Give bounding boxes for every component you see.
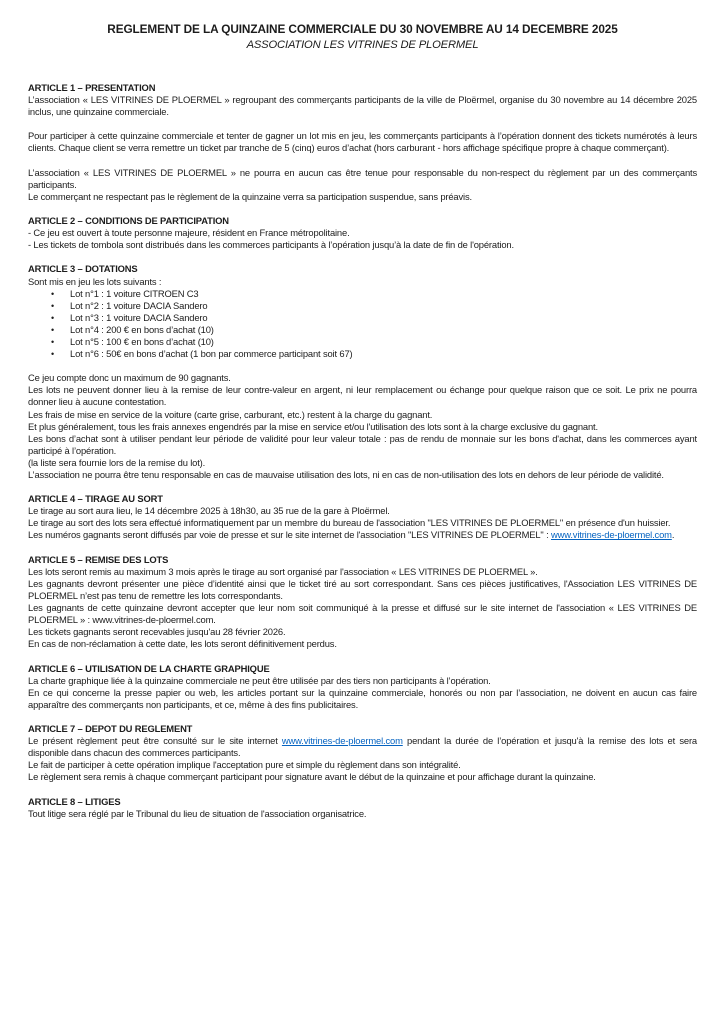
- bullet-icon: •: [51, 312, 55, 323]
- paragraph: En ce qui concerne la presse papier ou web, les articles portant sur la quinzaine commerciale, honorés ou non par l’association, ne doivent en aucun cas faire apparaître des commerçants non participants, et ce, même à des fins publicitaires.: [28, 686, 697, 710]
- articles-container: [28, 82, 697, 820]
- lot-item: [28, 312, 697, 324]
- paragraph: (la liste sera fournie lors de la remise du lot).: [28, 456, 206, 468]
- article-heading: ARTICLE 5 – REMISE DES LOTS: [28, 553, 169, 565]
- paragraph: Le présent règlement peut être consulté sur le site internet www.vitrines-de-ploermel.com pendant la durée de l’opération et jusqu'à la remise des lots et sera disponible dans chacun des commerces participants.: [28, 735, 697, 759]
- paragraph: L’association ne pourra être tenu responsable en cas de mauvaise utilisation des lots, ni en cas de non-utilisation des lots en dehors de leur période de validité.: [28, 469, 664, 480]
- bullet-icon: •: [51, 349, 55, 360]
- document-subtitle: ASSOCIATION LES VITRINES DE PLOERMEL: [246, 39, 479, 51]
- paragraph: Et plus généralement, tous les frais annexes engendrés par la mise en service et/ou l'utilisation des lots sont à la charge exclusive du gagnant.: [28, 420, 598, 432]
- article-section: [28, 554, 697, 651]
- bullet-icon: •: [51, 288, 55, 299]
- paragraph: L’association « LES VITRINES DE PLOERMEL » regroupant des commerçants participants de la ville de Ploërmel, organise du 30 novembre au 14 décembre 2025 inclus, une quinzaine commerciale.: [28, 94, 697, 118]
- paragraph: - Ce jeu est ouvert à toute personne majeure, résident en France métropolitaine.: [28, 227, 350, 239]
- paragraph: La charte graphique liée à la quinzaine commerciale ne peut être utilisée par des tiers non participants à l’opération.: [28, 674, 491, 686]
- paragraph: - Les tickets de tombola sont distribués dans les commerces participants à l’opération jusqu’à la date de fin de l'opération.: [28, 239, 514, 251]
- article-heading: ARTICLE 1 – PRESENTATION: [28, 82, 156, 93]
- lot-item-text: Lot n°3 : 1 voiture DACIA Sandero: [70, 311, 208, 323]
- paragraph: Tout litige sera réglé par le Tribunal du lieu de situation de l'association organisatrice.: [28, 807, 367, 819]
- paragraph: Les lots seront remis au maximum 3 mois après le tirage au sort organisé par l'association « LES VITRINES DE PLOERMEL ».: [28, 565, 538, 577]
- hyperlink[interactable]: www.vitrines-de-ploermel.com: [281, 735, 403, 747]
- article-section: [28, 215, 697, 251]
- paragraph: Les frais de mise en service de la voiture (carte grise, carburant, etc.) restent à la charge du gagnant.: [28, 408, 433, 420]
- paragraph: Les gagnants de cette quinzaine devront accepter que leur nom soit communiqué à la presse et diffusé sur le site internet de l'association « LES VITRINES DE PLOERMEL » : www.vitrines-de-ploermel.com.: [28, 602, 697, 626]
- lot-item-text: Lot n°4 : 200 € en bons d’achat (10): [70, 323, 214, 335]
- paragraph: Le tirage au sort des lots sera effectué informatiquement par un membre du bureau de l'association "LES VITRINES DE PLOERMEL" en présence d'un huissier.: [28, 517, 671, 529]
- lot-item-text: Lot n°5 : 100 € en bons d’achat (10): [70, 335, 214, 347]
- article-section: [28, 493, 697, 541]
- lot-item: [28, 288, 697, 300]
- article-section: [28, 723, 697, 783]
- lot-item: [28, 348, 697, 360]
- lot-item: [28, 300, 697, 312]
- paragraph: L’association « LES VITRINES DE PLOERMEL » ne pourra en aucun cas être tenue pour responsable du non-respect du règlement par un des commerçants participants.: [28, 166, 697, 190]
- paragraph: Les bons d’achat sont à utiliser pendant leur période de validité pour leur valeur totale : pas de rendu de monnaie sur les bons d'achat, dans les commerces ayant participé à l’opération.: [28, 432, 697, 456]
- paragraph: Le tirage au sort aura lieu, le 14 décembre 2025 à 18h30, au 35 rue de la gare à Ploërmel.: [28, 505, 390, 517]
- paragraph: Les lots ne peuvent donner lieu à la remise de leur contre-valeur en argent, ni leur remplacement ou échange pour quelque raison que ce soit. Le prix ne pourra donner lieu à aucune contestation.: [28, 384, 697, 408]
- bullet-icon: •: [51, 300, 55, 311]
- lot-item: [28, 324, 697, 336]
- paragraph: Sont mis en jeu les lots suivants :: [28, 275, 162, 287]
- article-heading: ARTICLE 8 – LITIGES: [28, 795, 121, 807]
- paragraph: Les numéros gagnants seront diffusés par voie de presse et sur le site internet de l'association "LES VITRINES DE PLOERMEL" : www.vitrines-de-ploermel.com.: [28, 529, 675, 541]
- paragraph: Ce jeu compte donc un maximum de 90 gagnants.: [28, 372, 231, 384]
- paragraph: Le règlement sera remis à chaque commerçant participant pour signature avant le début de la quinzaine et pour affichage durant la quinzaine.: [28, 771, 596, 783]
- document-title: REGLEMENT DE LA QUINZAINE COMMERCIALE DU 30 NOVEMBRE AU 14 DECEMBRE 2025: [107, 22, 618, 36]
- article-section: [28, 796, 697, 820]
- paragraph-gap: [28, 155, 697, 167]
- hyperlink[interactable]: www.vitrines-de-ploermel.com: [550, 529, 672, 541]
- article-heading: ARTICLE 6 – UTILISATION DE LA CHARTE GRAPHIQUE: [28, 662, 270, 674]
- article-heading: ARTICLE 7 – DEPOT DU REGLEMENT: [28, 722, 193, 734]
- bullet-icon: •: [51, 336, 55, 347]
- article-heading: ARTICLE 3 – DOTATIONS: [28, 263, 138, 275]
- lot-item-text: Lot n°6 : 50€ en bons d’achat (1 bon par commerce participant soit 67): [70, 348, 353, 360]
- paragraph: Les tickets gagnants seront recevables jusqu'au 28 février 2026.: [28, 626, 286, 638]
- article-section: [28, 82, 697, 203]
- lot-item: [28, 336, 697, 348]
- lot-item-text: Lot n°1 : 1 voiture CITROEN C3: [70, 287, 199, 299]
- paragraph: En cas de non-réclamation à cette date, les lots seront définitivement perdus.: [28, 638, 337, 650]
- article-section: [28, 663, 697, 711]
- lot-item-text: Lot n°2 : 1 voiture DACIA Sandero: [70, 299, 208, 311]
- paragraph-gap: [28, 360, 697, 372]
- bullet-icon: •: [51, 324, 55, 335]
- article-heading: ARTICLE 4 – TIRAGE AU SORT: [28, 493, 163, 505]
- article-section: [28, 263, 697, 481]
- paragraph: Le fait de participer à cette opération implique l'acceptation pure et simple du règlement dans son intégralité.: [28, 759, 461, 771]
- paragraph: Le commerçant ne respectant pas le règlement de la quinzaine verra sa participation suspendue, sans préavis.: [28, 190, 472, 202]
- lot-list: [28, 288, 697, 361]
- paragraph: Pour participer à cette quinzaine commerciale et tenter de gagner un lot mis en jeu, les commerçants participants à l’opération donnent des tickets numérotés à leurs clients. Chaque client se verra remettre un ticket par tranche de 5 (cinq) euros d’achat (hors carburant - hors affichage spécifique propre à chaque commerçant).: [28, 130, 697, 154]
- paragraph: Les gagnants devront présenter une pièce d’identité ainsi que le ticket tiré au sort correspondant. Sans ces pièces justificatives, l'Association LES VITRINES DE PLOERMEL n’est pas tenu de remettre les lots correspondants.: [28, 577, 697, 601]
- article-heading: ARTICLE 2 – CONDITIONS DE PARTICIPATION: [28, 215, 229, 227]
- paragraph-gap: [28, 118, 697, 130]
